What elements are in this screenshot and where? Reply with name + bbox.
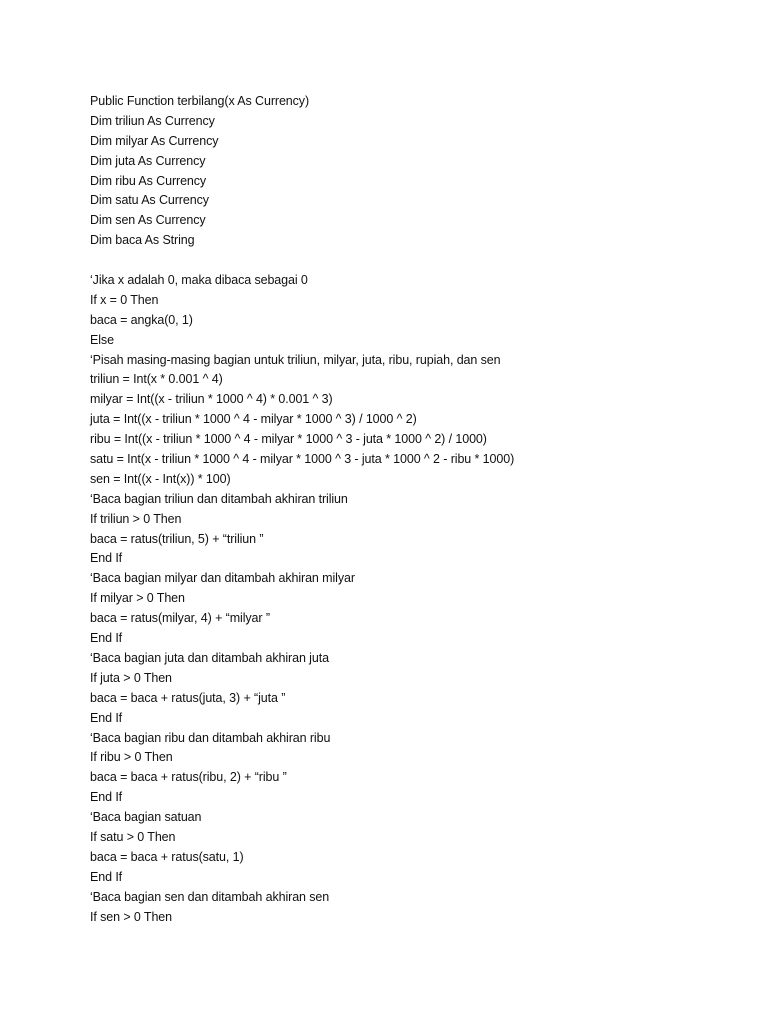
code-line: If satu > 0 Then (90, 829, 176, 844)
code-line: If milyar > 0 Then (90, 591, 185, 606)
code-line: Dim ribu As Currency (90, 173, 207, 188)
code-line: triliun = Int(x * 0.001 ^ 4) (90, 372, 223, 387)
code-line: baca = angka(0, 1) (90, 312, 193, 327)
code-line: Dim juta As Currency (90, 153, 206, 168)
code-line: satu = Int(x - triliun * 1000 ^ 4 - milyar * 1000 ^ 3 - juta * 1000 ^ 2 - ribu * 1000) (90, 452, 515, 467)
code-line: Dim baca As String (90, 233, 195, 248)
comment-line: ‘Baca bagian ribu dan ditambah akhiran ribu (90, 730, 331, 745)
code-line: End If (90, 631, 123, 646)
comment-line: ‘Baca bagian triliun dan ditambah akhiran triliun (90, 491, 348, 506)
code-line: Dim satu As Currency (90, 193, 209, 208)
code-line: Dim milyar As Currency (90, 133, 219, 148)
comment-line: ‘Baca bagian satuan (90, 810, 202, 825)
code-line: Public Function terbilang(x As Currency) (90, 94, 310, 108)
code-line: baca = baca + ratus(ribu, 2) + “ribu ” (90, 770, 287, 785)
comment-line: ‘Baca bagian juta dan ditambah akhiran juta (90, 650, 329, 665)
code-line: If juta > 0 Then (90, 670, 172, 685)
code-line: End If (90, 710, 123, 725)
code-line: If x = 0 Then (90, 292, 159, 307)
code-line: baca = baca + ratus(juta, 3) + “juta ” (90, 690, 286, 705)
comment-line: ‘Jika x adalah 0, maka dibaca sebagai 0 (90, 273, 308, 288)
code-line: If sen > 0 Then (90, 909, 173, 924)
code-line: Else (90, 332, 114, 347)
code-listing (90, 92, 750, 927)
code-line: End If (90, 790, 123, 805)
blank-line (90, 251, 750, 271)
code-line: baca = baca + ratus(satu, 1) (90, 849, 244, 864)
comment-line: ‘Pisah masing-masing bagian untuk triliun, milyar, juta, ribu, rupiah, dan sen (90, 352, 501, 367)
code-line: End If (90, 869, 123, 884)
comment-line: ‘Baca bagian sen dan ditambah akhiran sen (90, 889, 330, 904)
code-line: If triliun > 0 Then (90, 511, 182, 526)
code-line: If ribu > 0 Then (90, 750, 173, 765)
code-line: milyar = Int((x - triliun * 1000 ^ 4) * 0.001 ^ 3) (90, 392, 333, 407)
code-line: baca = ratus(triliun, 5) + “triliun ” (90, 531, 264, 546)
code-line: End If (90, 551, 123, 566)
comment-line: ‘Baca bagian milyar dan ditambah akhiran milyar (90, 571, 355, 586)
code-line: sen = Int((x - Int(x)) * 100) (90, 471, 231, 486)
code-line: baca = ratus(milyar, 4) + “milyar ” (90, 611, 270, 626)
code-line: ribu = Int((x - triliun * 1000 ^ 4 - milyar * 1000 ^ 3 - juta * 1000 ^ 2) / 1000) (90, 432, 487, 447)
code-line: Dim sen As Currency (90, 213, 206, 228)
code-line: juta = Int((x - triliun * 1000 ^ 4 - milyar * 1000 ^ 3) / 1000 ^ 2) (90, 412, 417, 427)
code-line: Dim triliun As Currency (90, 113, 215, 128)
